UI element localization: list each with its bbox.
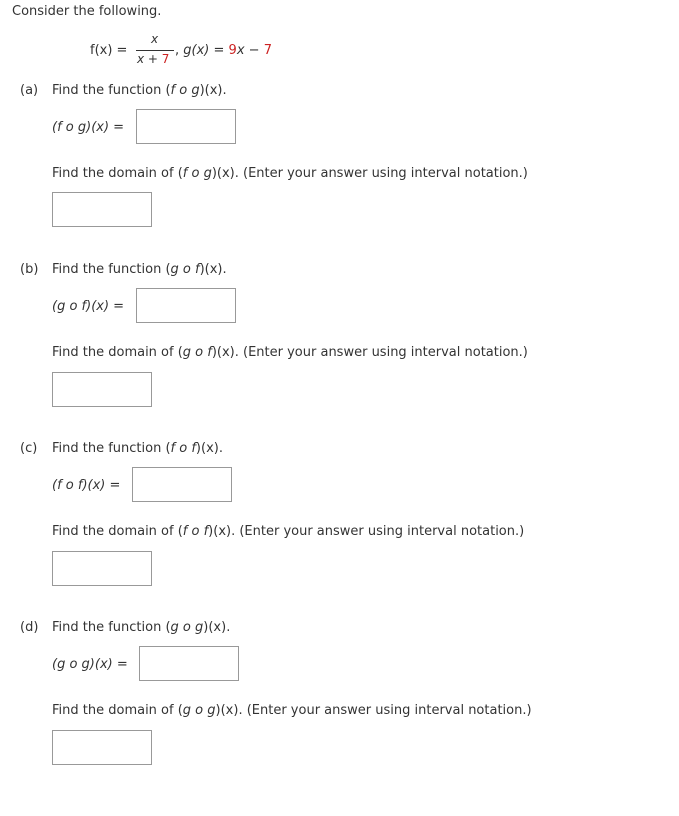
part-d-letter: (d) [20, 620, 39, 635]
part-b-prompt: Find the function (g o f)(x). [52, 262, 227, 277]
g-definition: , g(x) = 9x − 7 [175, 43, 272, 58]
part-c-function-input[interactable] [132, 467, 232, 502]
part-c-prompt: Find the function (f o f)(x). [52, 441, 223, 456]
f-fraction [136, 32, 176, 72]
part-c-domain-prompt: Find the domain of (f o f)(x). (Enter your answer using interval notation.) [52, 524, 525, 539]
part-b-domain-prompt: Find the domain of (g o f)(x). (Enter your answer using interval notation.) [52, 345, 528, 360]
intro-text: Consider the following. [12, 4, 162, 19]
part-b-answer-label: (g o f)(x) = [52, 299, 125, 314]
part-c-domain-input[interactable] [52, 551, 152, 586]
part-d-prompt: Find the function (g o g)(x). [52, 620, 231, 635]
part-a-letter: (a) [20, 83, 39, 98]
part-a-domain-input[interactable] [52, 192, 152, 227]
fraction-bar [136, 50, 174, 51]
f-numerator: x [151, 32, 159, 46]
part-a-answer-label: (f o g)(x) = [52, 120, 125, 135]
part-a-domain-prompt: Find the domain of (f o g)(x). (Enter your answer using interval notation.) [52, 166, 528, 181]
part-b-letter: (b) [20, 262, 39, 277]
f-denominator: x + 7 [137, 52, 170, 66]
part-d-domain-prompt: Find the domain of (g o g)(x). (Enter your answer using interval notation.) [52, 703, 532, 718]
part-d-answer-label: (g o g)(x) = [52, 657, 128, 672]
part-d-function-input[interactable] [139, 646, 239, 681]
f-label: f(x) = [90, 43, 128, 58]
part-d-domain-input[interactable] [52, 730, 152, 765]
part-c-answer-label: (f o f)(x) = [52, 478, 121, 493]
part-b-function-input[interactable] [136, 288, 236, 323]
part-b-domain-input[interactable] [52, 372, 152, 407]
part-a-prompt: Find the function (f o g)(x). [52, 83, 227, 98]
part-a-function-input[interactable] [136, 109, 236, 144]
part-c-letter: (c) [20, 441, 38, 456]
